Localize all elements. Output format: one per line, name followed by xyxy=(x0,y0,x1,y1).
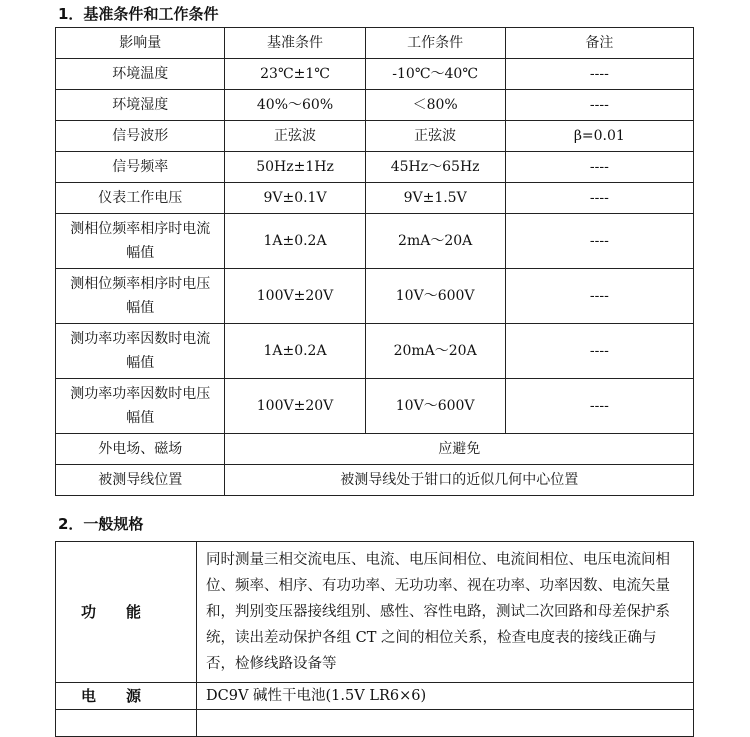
remark: ---- xyxy=(505,59,693,90)
table-row xyxy=(56,183,694,214)
working-value: ＜80% xyxy=(365,90,505,121)
spec-label xyxy=(56,710,197,737)
table-row xyxy=(56,379,694,434)
table-row xyxy=(56,59,694,90)
table-row xyxy=(56,121,694,152)
header-cell: 工作条件 xyxy=(365,28,505,59)
table-row xyxy=(56,542,694,683)
reference-value: 9V±0.1V xyxy=(225,183,365,214)
header-cell: 基准条件 xyxy=(225,28,365,59)
table-row xyxy=(56,214,694,269)
spec-value: 同时测量三相交流电压、电流、电压间相位、电流间相位、电压电流间相位、频率、相序、有功功率、无功功率、视在功率、功率因数、电流矢量和，判别变压器接线组别、感性、容性电路，测试二次回路和母差保护系统，读出差动保护各组 CT 之间的相位关系，检查电度表的接线正确与否，检修线路设备等 xyxy=(197,542,694,683)
table-row xyxy=(56,710,694,737)
header-cell: 备注 xyxy=(505,28,693,59)
table-row xyxy=(56,465,694,496)
table-row xyxy=(56,683,694,710)
working-value: 10V～600V xyxy=(365,269,505,324)
reference-value: 50Hz±1Hz xyxy=(225,152,365,183)
remark: ---- xyxy=(505,379,693,434)
spec-label: 电源 xyxy=(56,683,197,710)
remark: ---- xyxy=(505,90,693,121)
reference-value: 1A±0.2A xyxy=(225,214,365,269)
row-label: 测相位频率相序时电流幅值 xyxy=(56,214,225,269)
section2-heading: 2．一般规格 xyxy=(58,515,144,533)
table-row xyxy=(56,269,694,324)
row-label: 环境湿度 xyxy=(56,90,225,121)
spec-value: DC9V 碱性干电池(1.5V LR6×6) xyxy=(197,683,694,710)
section1-heading: 1．基准条件和工作条件 xyxy=(58,5,219,23)
reference-value: 100V±20V xyxy=(225,269,365,324)
spanned-value: 被测导线处于钳口的近似几何中心位置 xyxy=(225,465,694,496)
working-value: -10℃～40℃ xyxy=(365,59,505,90)
table-row xyxy=(56,90,694,121)
remark: ---- xyxy=(505,269,693,324)
reference-value: 23℃±1℃ xyxy=(225,59,365,90)
working-value: 2mA～20A xyxy=(365,214,505,269)
reference-value: 正弦波 xyxy=(225,121,365,152)
remark: ---- xyxy=(505,183,693,214)
table-header-row xyxy=(56,28,694,59)
table-row xyxy=(56,152,694,183)
remark: ---- xyxy=(505,152,693,183)
conditions-table xyxy=(55,27,694,496)
row-label: 测功率功率因数时电压幅值 xyxy=(56,379,225,434)
remark: β=0.01 xyxy=(505,121,693,152)
row-label: 信号频率 xyxy=(56,152,225,183)
remark: ---- xyxy=(505,324,693,379)
spec-label: 功能 xyxy=(56,542,197,683)
header-cell: 影响量 xyxy=(56,28,225,59)
reference-value: 40%～60% xyxy=(225,90,365,121)
row-label: 环境温度 xyxy=(56,59,225,90)
specs-table xyxy=(55,541,694,737)
row-label: 信号波形 xyxy=(56,121,225,152)
table-row xyxy=(56,434,694,465)
working-value: 正弦波 xyxy=(365,121,505,152)
reference-value: 100V±20V xyxy=(225,379,365,434)
row-label: 仪表工作电压 xyxy=(56,183,225,214)
row-label: 测功率功率因数时电流幅值 xyxy=(56,324,225,379)
table-row xyxy=(56,324,694,379)
working-value: 20mA～20A xyxy=(365,324,505,379)
spec-value xyxy=(197,710,694,737)
row-label: 被测导线位置 xyxy=(56,465,225,496)
working-value: 9V±1.5V xyxy=(365,183,505,214)
remark: ---- xyxy=(505,214,693,269)
working-value: 10V～600V xyxy=(365,379,505,434)
reference-value: 1A±0.2A xyxy=(225,324,365,379)
row-label: 外电场、磁场 xyxy=(56,434,225,465)
working-value: 45Hz～65Hz xyxy=(365,152,505,183)
row-label: 测相位频率相序时电压幅值 xyxy=(56,269,225,324)
spanned-value: 应避免 xyxy=(225,434,694,465)
